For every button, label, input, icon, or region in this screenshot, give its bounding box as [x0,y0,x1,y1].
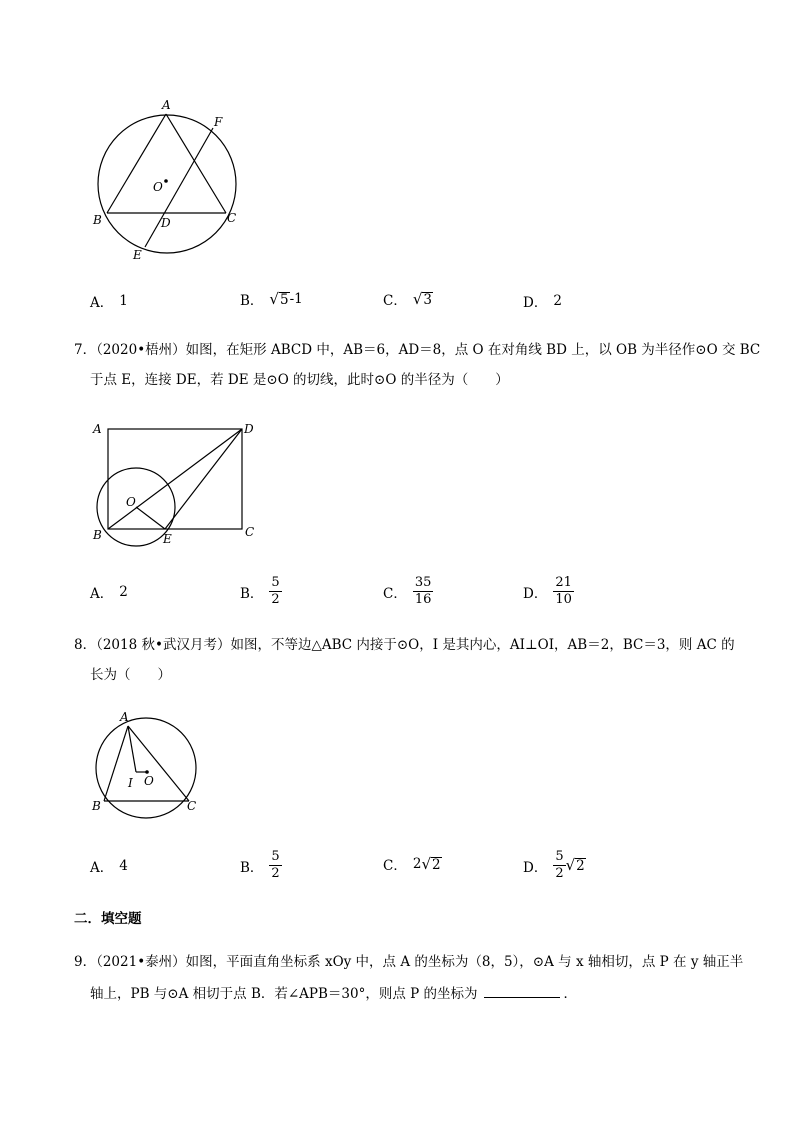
q8-option-c-coefficient: 2 [412,856,422,872]
q8-option-d-denominator: 2 [555,866,564,881]
q8-option-b [240,850,282,881]
q6-segment-ab [107,114,166,213]
q6-option-b-suffix: -1 [289,291,303,307]
q8-option-b-label: B． [240,859,264,876]
q7-option-c-fraction [413,576,434,607]
q8-option-b-denominator: 2 [271,866,280,881]
q8-option-a-label: A． [90,860,114,876]
q7-option-d-numerator: 21 [555,575,572,590]
q7-option-d-denominator: 10 [555,592,572,607]
q7-option-b-fraction [269,576,281,607]
q8-option-c-sqrt: √ 2 [421,854,441,873]
q8-option-d-radicand: 2 [576,858,585,874]
section-title-fill-in: 二．填空题 [74,911,142,927]
q7-option-b [240,576,282,607]
q7-label-o: O [126,495,136,509]
q7-option-d-label: D． [523,585,548,602]
q6-option-a [90,291,128,311]
q7-option-d-fraction [553,576,574,607]
q6-option-b [240,289,303,309]
q7-segment-de [165,429,242,529]
q6-option-b-sqrt: √ 5 [269,289,289,308]
q7-option-b-label: B． [240,585,264,602]
q6-center-dot [164,179,168,183]
q7-option-b-numerator: 5 [271,575,280,590]
q6-option-c [383,289,433,309]
q8-option-b-numerator: 5 [271,849,280,864]
q7-label-b: B [93,528,102,542]
q7-option-b-denominator: 2 [271,592,280,607]
q6-option-a-value: 1 [119,293,128,309]
q7-option-c [383,576,433,607]
q6-option-c-radicand: 3 [423,291,432,308]
q6-label-f: F [214,115,223,129]
q7-stem-line1: 7．（2020•梧州）如图，在矩形 ABCD 中，AB＝6，AD＝8，点 O 在对角线 BD 上，以 OB 为半径作⊙O 交 BC [74,342,761,358]
q8-option-d-sqrt: √ 2 [565,856,585,874]
q8-option-c-radicand: 2 [432,856,441,873]
q8-option-c-label: C． [383,858,407,874]
q8-option-b-fraction [269,850,281,881]
q6-label-b: B [93,213,102,227]
q8-option-a [90,856,128,876]
q9-stem-line2-end: ． [563,986,578,1002]
q7-label-d: D [244,422,254,436]
q6-option-d-value: 2 [553,293,562,309]
q7-option-a-label: A． [90,586,114,602]
q7-diagonal-bd [108,429,242,529]
q8-option-d [523,850,586,881]
q7-option-d [523,576,574,607]
q8-stem-line1: 8．（2018 秋•武汉月考）如图，不等边△ABC 内接于⊙O，I 是其内心，AI⊥OI，AB＝2，BC＝3，则 AC 的 [74,637,735,653]
q6-option-d-label: D． [523,295,548,311]
q6-label-c: C [227,211,237,225]
q9-stem-line1: 9．（2021•泰州）如图，平面直角坐标系 xOy 中，点 A 的坐标为（8，5），⊙A 与 x 轴相切，点 P 在 y 轴正半 [74,954,744,970]
q8-segment-ac [128,726,189,801]
q8-option-d-label: D． [523,859,548,876]
q6-option-c-label: C． [383,293,407,309]
q8-option-d-fraction [553,850,565,881]
q7-option-a [90,582,128,602]
q7-option-c-numerator: 35 [414,575,432,590]
q6-label-e: E [133,248,142,262]
q6-label-d: D [161,216,171,230]
q6-option-c-sqrt: √ 3 [412,289,432,308]
q6-option-a-label: A． [90,295,114,311]
q6-label-o: O [153,180,163,194]
q8-segment-ai [128,726,136,772]
q6-figure [85,95,250,265]
q8-segment-ab [104,726,128,801]
q8-label-a: A [120,710,129,724]
q8-stem-line2: 长为（ ） [90,667,171,683]
q7-label-c: C [245,525,255,539]
q7-segment-oe [136,507,165,529]
q8-label-o: O [144,774,154,788]
q6-label-a: A [162,98,171,112]
q8-circle [96,718,196,818]
q9-stem-line2-text: 轴上，PB 与⊙A 相切于点 B．若∠APB＝30°，则点 P 的坐标为 [90,986,478,1002]
q9-answer-blank[interactable] [484,984,560,998]
q8-option-a-value: 4 [119,858,128,874]
q8-option-c [383,854,442,874]
q8-label-i: I [128,776,133,790]
q7-figure [88,418,263,550]
q7-stem-line2: 于点 E，连接 DE，若 DE 是⊙O 的切线，此时⊙O 的半径为（ ） [90,372,509,388]
q8-label-b: B [92,799,101,813]
q7-label-a: A [93,422,102,436]
q9-stem-line2 [90,984,577,1003]
q6-option-b-label: B． [240,293,264,309]
q7-option-c-label: C． [383,585,407,602]
q7-label-e: E [163,532,172,546]
q7-option-c-denominator: 16 [414,592,432,607]
q6-option-b-radicand: 5 [279,291,289,308]
q6-circle [98,115,236,253]
q8-label-c: C [187,799,197,813]
q7-option-a-value: 2 [119,584,128,600]
q6-option-d [523,291,562,311]
q8-option-d-numerator: 5 [555,849,564,864]
q8-figure [88,708,213,823]
